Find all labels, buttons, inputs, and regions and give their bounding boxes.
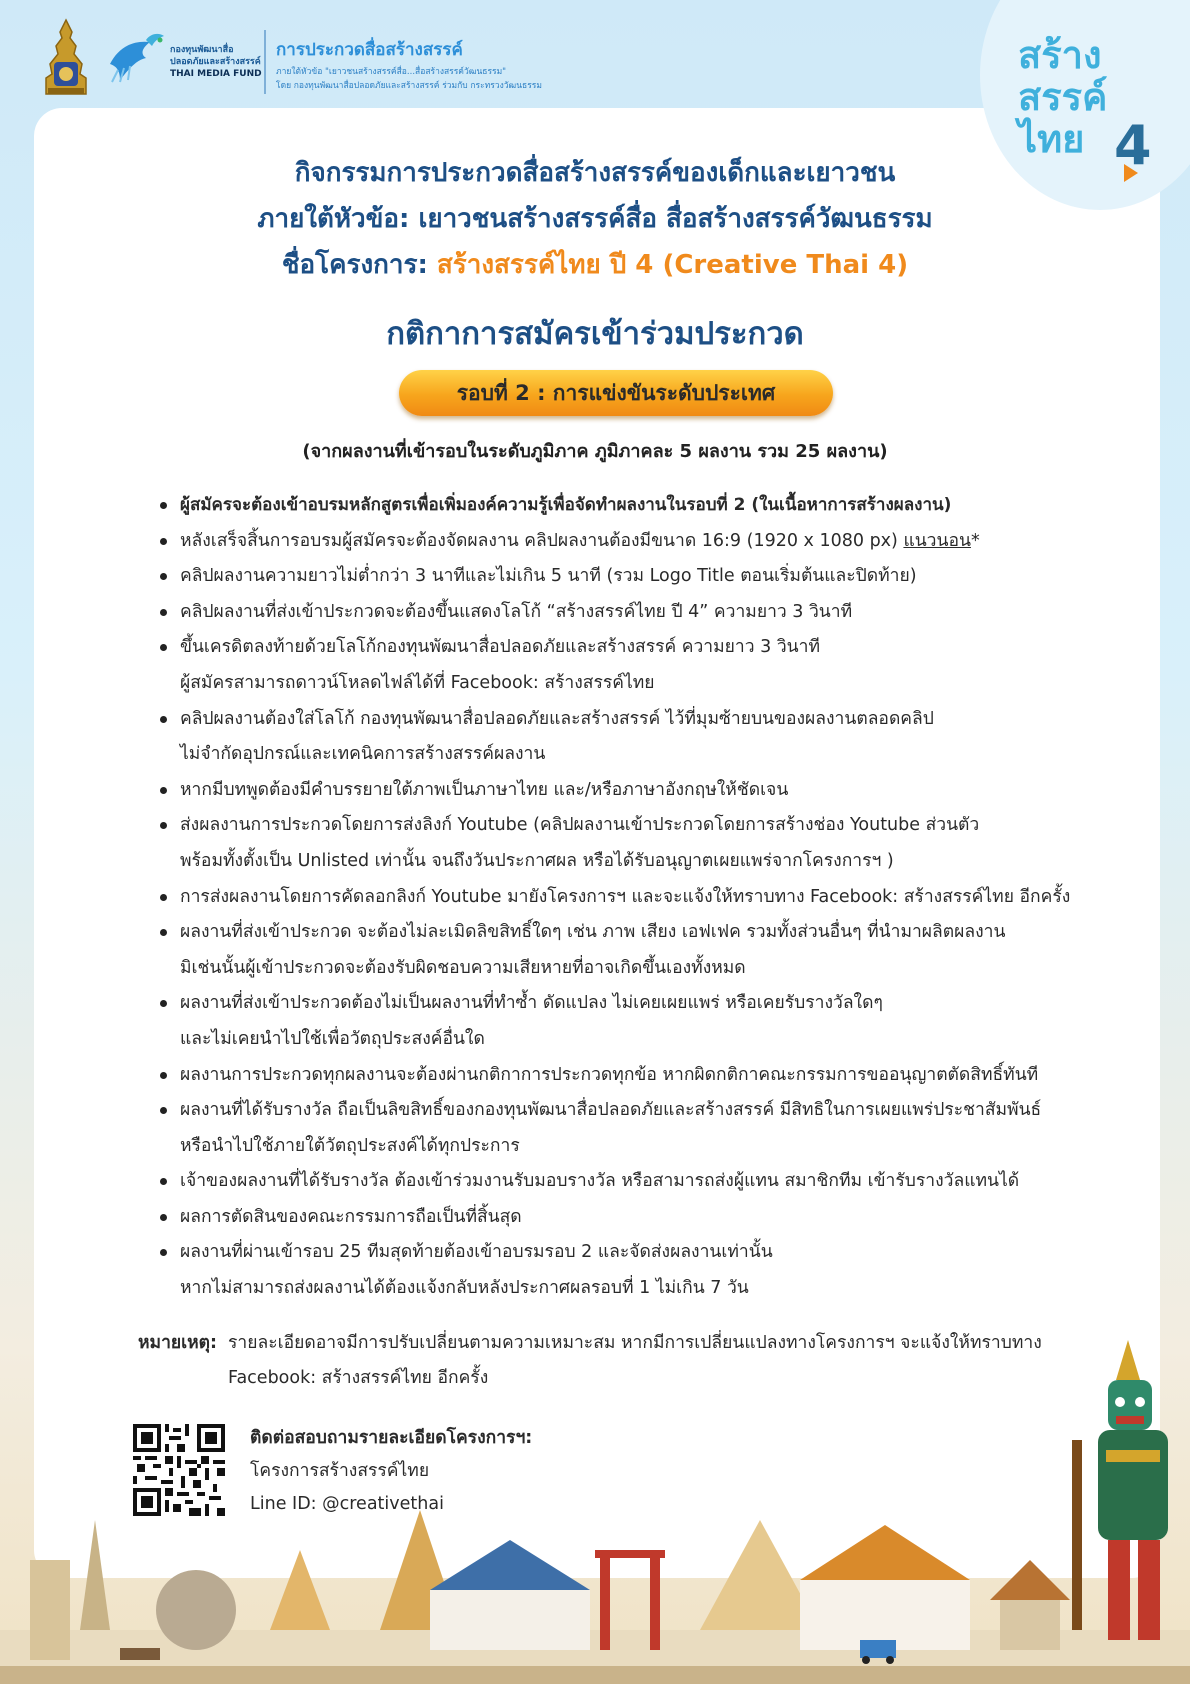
list-item: ผลงานที่ส่งเข้าประกวด จะต้องไม่ละเมิดลิขสิทธิ์ใดๆ เช่น ภาพ เสียง เอฟเฟค รวมทั้งส่วนอื่นๆ ที่นำมาผลิตผลงาน มิเช่นนั้นผู้เข้าประกวดจะต้องรับผิดชอบความเสียหายที่อาจเกิดขึ้นเองทั้งหมด — [160, 915, 1128, 986]
list-item: ผลการตัดสินของคณะกรรมการถือเป็นที่สิ้นสุด — [160, 1200, 1128, 1236]
list-item: ผู้สมัครจะต้องเข้าอบรมหลักสูตรเพื่อเพิ่มองค์ความรู้เพื่อจัดทำผลงานในรอบที่ 2 (ในเนื้อหาการสร้างผลงาน) — [160, 488, 1128, 524]
fund-name-en: THAI MEDIA FUND — [170, 69, 262, 79]
underlined-text: แนวนอน — [903, 530, 971, 551]
logo-number: 4 — [1114, 114, 1152, 177]
header — [40, 18, 740, 98]
note-label: หมายเหตุ: — [138, 1333, 218, 1353]
rules-heading: กติกาการสมัครเข้าร่วมประกวด — [386, 316, 804, 352]
fund-name-th-2: ปลอดภัยและสร้างสรรค์ — [170, 57, 261, 67]
royal-emblem-icon — [40, 18, 92, 98]
contest-subtitle-2: โดย กองทุนพัฒนาสื่อปลอดภัยและสร้างสรรค์ ร่วมกับ กระทรวงวัฒนธรรม — [276, 81, 542, 91]
thai-landmarks-illustration — [0, 1480, 1190, 1684]
list-item: หากมีบทพูดต้องมีคำบรรยายใต้ภาพเป็นภาษาไทย และ/หรือภาษาอังกฤษให้ชัดเจน — [160, 773, 1128, 809]
rules-list — [160, 488, 1128, 1307]
header-divider — [264, 30, 266, 94]
bird-logo-icon — [106, 30, 168, 86]
list-item: ขึ้นเครดิตลงท้ายด้วยโลโก้กองทุนพัฒนาสื่อปลอดภัยและสร้างสรรค์ ความยาว 3 วินาที ผู้สมัครสามารถดาวน์โหลดไฟล์ได้ที่ Facebook: สร้างสรรค์ไทย — [160, 630, 1128, 701]
logo-word-1: สร้าง — [1018, 33, 1102, 77]
round-badge: รอบที่ 2 : การแข่งขันระดับประเทศ — [399, 370, 833, 416]
title-line-1: กิจกรรมการประกวดสื่อสร้างสรรค์ของเด็กและเยาวชน — [294, 158, 896, 188]
round-note: (จากผลงานที่เข้ารอบในระดับภูมิภาค ภูมิภาคละ 5 ผลงาน รวม 25 ผลงาน) — [302, 441, 888, 462]
list-item: คลิปผลงานต้องใส่โลโก้ กองทุนพัฒนาสื่อปลอดภัยและสร้างสรรค์ ไว้ที่มุมซ้ายบนของผลงานตลอดคลิป ไม่จำกัดอุปกรณ์และเทคนิคการสร้างสรรค์ผลงาน — [160, 702, 1128, 773]
list-item: ผลงานการประกวดทุกผลงานจะต้องผ่านกติกาการประกวดทุกข้อ หากผิดกติกาคณะกรรมการขออนุญาตตัดสิทธิ์ทันที — [160, 1058, 1128, 1094]
list-item: ส่งผลงานการประกวดโดยการส่งลิงก์ Youtube (คลิปผลงานเข้าประกวดโดยการสร้างช่อง Youtube ส่วนตัว พร้อมทั้งตั้งเป็น Unlisted เท่านั้น จนถึงวันประกาศผล หรือได้รับอนุญาตเผยแพร่จากโครงการฯ ) — [160, 808, 1128, 879]
list-item: ผลงานที่ส่งเข้าประกวดต้องไม่เป็นผลงานที่ทำซ้ำ ดัดแปลง ไม่เคยเผยแพร่ หรือเคยรับรางวัลใดๆ และไม่เคยนำไปใช้เพื่อวัตถุประสงค์อื่นใด — [160, 986, 1128, 1057]
list-item: คลิปผลงานความยาวไม่ต่ำกว่า 3 นาทีและไม่เกิน 5 นาที (รวม Logo Title ตอนเริ่มต้นและปิดท้าย) — [160, 559, 1128, 595]
thai-giant-guardian-illustration — [1068, 1340, 1190, 1640]
contest-subtitle-1: ภายใต้หัวข้อ "เยาวชนสร้างสรรค์สื่อ...สื่อสร้างสรรค์วัฒนธรรม" — [276, 67, 507, 77]
contact-name: โครงการสร้างสรรค์ไทย — [250, 1461, 430, 1481]
fund-name-th-1: กองทุนพัฒนาสื่อ — [170, 45, 234, 55]
list-item: คลิปผลงานที่ส่งเข้าประกวดจะต้องขึ้นแสดงโลโก้ “สร้างสรรค์ไทย ปี 4” ความยาว 3 วินาที — [160, 595, 1128, 631]
project-label: ชื่อโครงการ: — [281, 250, 437, 280]
contact-heading: ติดต่อสอบถามรายละเอียดโครงการฯ: — [250, 1428, 533, 1448]
list-item: หลังเสร็จสิ้นการอบรมผู้สมัครจะต้องจัดผลงาน คลิปผลงานต้องมีขนาด 16:9 (1920 x 1080 px) แนวนอน* — [160, 524, 1128, 560]
title-block — [0, 150, 1190, 288]
list-item: ผลงานที่ผ่านเข้ารอบ 25 ทีมสุดท้ายต้องเข้าอบรมรอบ 2 และจัดส่งผลงานเท่านั้น หากไม่สามารถส่งผลงานได้ต้องแจ้งกลับหลังประกาศผลรอบที่ 1 ไม่เกิน 7 วัน — [160, 1235, 1128, 1306]
list-item: เจ้าของผลงานที่ได้รับรางวัล ต้องเข้าร่วมงานรับมอบรางวัล หรือสามารถส่งผู้แทน สมาชิกทีม เข้ารับรางวัลแทนได้ — [160, 1164, 1128, 1200]
list-item: ผลงานที่ได้รับรางวัล ถือเป็นลิขสิทธิ์ของกองทุนพัฒนาสื่อปลอดภัยและสร้างสรรค์ มีสิทธิในการเผยแพร่ประชาสัมพันธ์ หรือนำไปใช้ภายใต้วัตถุประสงค์ได้ทุกประการ — [160, 1093, 1128, 1164]
contact-line-id: Line ID: @creativethai — [250, 1494, 444, 1514]
contest-title: การประกวดสื่อสร้างสรรค์ — [276, 40, 463, 60]
title-line-2: ภายใต้หัวข้อ: เยาวชนสร้างสรรค์สื่อ สื่อสร้างสรรค์วัฒนธรรม — [257, 204, 933, 234]
logo-word-2: สรรค์ — [1018, 75, 1108, 119]
project-name: สร้างสรรค์ไทย ปี 4 (Creative Thai 4) — [436, 250, 909, 280]
title-line-3 — [0, 242, 1190, 288]
list-item: การส่งผลงานโดยการคัดลอกลิงก์ Youtube มายังโครงการฯ และจะแจ้งให้ทราบทาง Facebook: สร้างสรรค์ไทย อีกครั้ง — [160, 880, 1128, 916]
note-body: รายละเอียดอาจมีการปรับเปลี่ยนตามความเหมาะสม หากมีการเปลี่ยนแปลงทางโครงการฯ จะแจ้งให้ทราบทาง Facebook: สร้างสรรค์ไทย อีกครั้ง — [228, 1333, 1042, 1388]
logo-word-3: ไทย — [1018, 117, 1085, 161]
